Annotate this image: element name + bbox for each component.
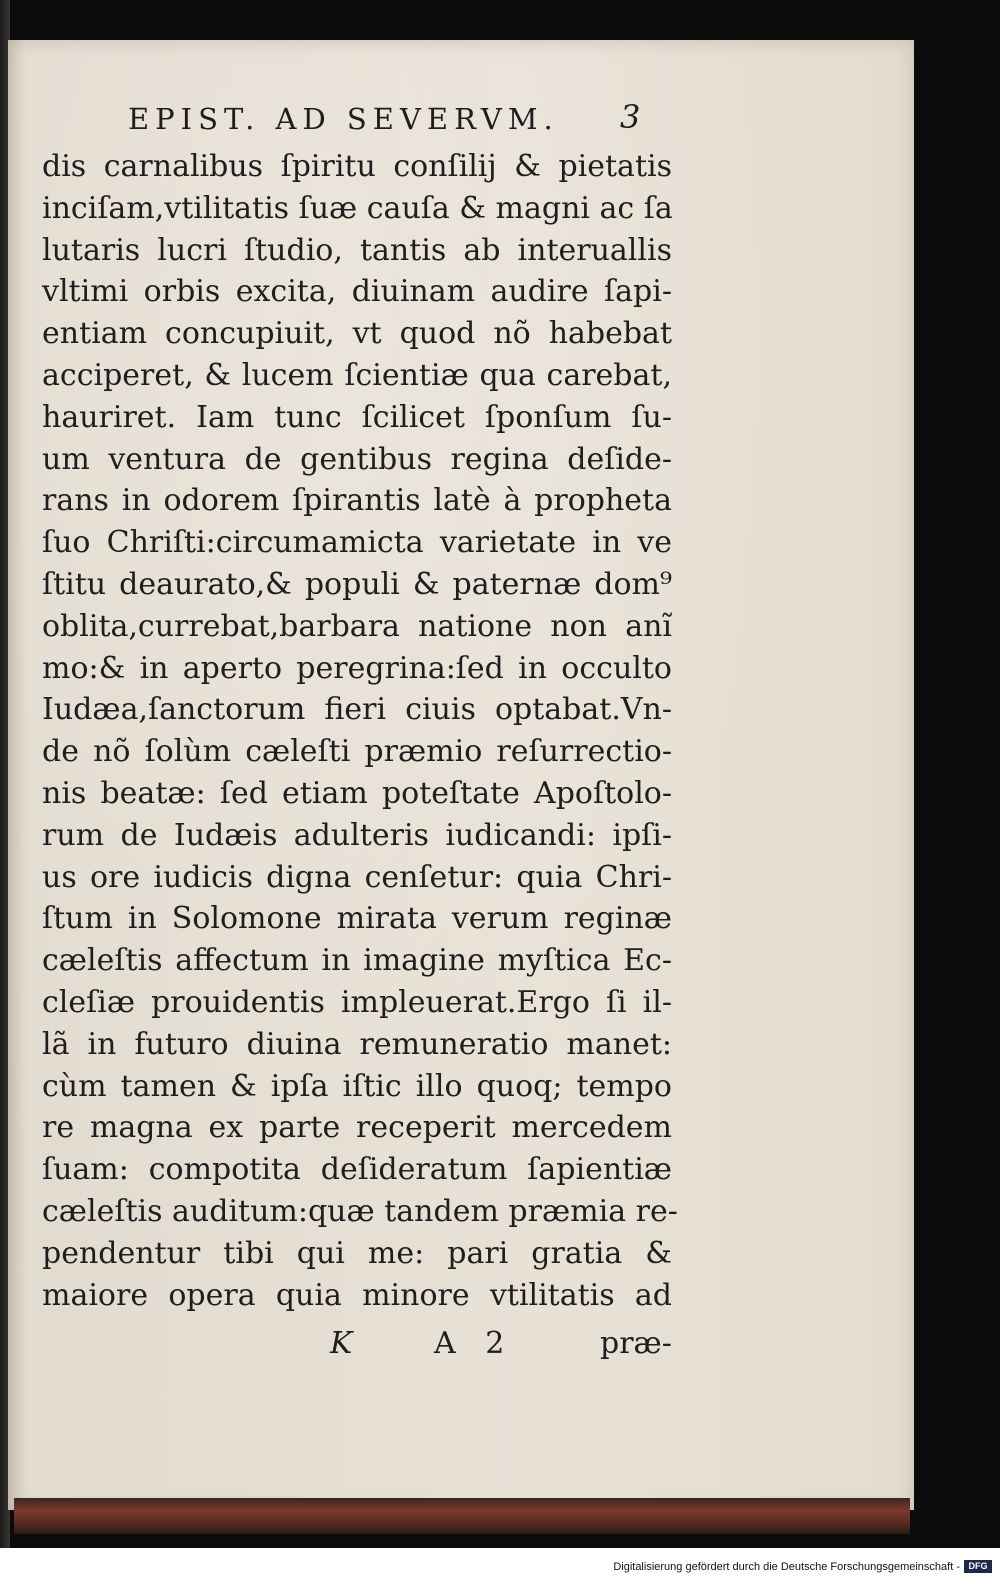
text-line: rans in odorem ſpirantis latè à propheta (42, 483, 672, 519)
footer-credit-text: Digitalisierung gefördert durch die Deutsche Forschungsgemeinschaft - (613, 1561, 960, 1573)
text-line: nis beatæ: ſed etiam poteſtate Apoſtolo- (42, 775, 672, 811)
dfg-logo: DFG (964, 1560, 992, 1573)
text-line: acciperet, & lucem ſcientiæ qua carebat, (42, 357, 672, 393)
text-line: cleſiæ prouidentis impleuerat.Ergo ſi il- (42, 984, 672, 1020)
text-line: entiam concupiuit, vt quod nõ habebat (42, 316, 672, 352)
signature-line (42, 1326, 682, 1376)
text-line: ſtitu deaurato,& populi & paternæ dom⁹ (42, 566, 672, 602)
signature-mark: A 2 (434, 1326, 515, 1362)
text-line: ſuam: compotita deſideratum ſapientiæ (42, 1152, 672, 1188)
text-body (42, 146, 682, 1316)
text-line: oblita,currebat,barbara natione non anĩ (42, 608, 672, 644)
text-line: us ore iudicis digna cenſetur: quia Chri- (42, 859, 672, 895)
text-line: dis carnalibus ſpiritu conſilij & pietatis (42, 149, 672, 184)
text-line: maiore opera quia minore vtilitatis ad (42, 1277, 672, 1313)
text-line: re magna ex parte receperit mercedem (42, 1110, 672, 1146)
book-page (8, 40, 914, 1510)
text-line: de nõ ſolùm cæleſti præmio reſurrectio- (42, 734, 672, 770)
text-line: lutaris lucri ſtudio, tantis ab interuallis (42, 232, 672, 268)
text-line: mo:& in aperto peregrina:ſed in occulto (42, 650, 672, 686)
text-line: rum de Iudæis adulteris iudicandi: ipſi- (42, 817, 672, 853)
text-line: Iudæa,ſanctorum fieri ciuis optabat.Vn- (42, 692, 672, 728)
page-fore-edge (14, 1498, 910, 1534)
handwritten-mark: K (330, 1326, 353, 1362)
text-line: ſtum in Solomone mirata verum reginæ (42, 901, 672, 937)
text-line: cæleſtis affectum in imagine myſtica Ec- (42, 943, 672, 979)
text-line: um ventura de gentibus regina deſide- (42, 441, 672, 477)
running-head (42, 98, 682, 142)
text-line: pendentur tibi qui me: pari gratia & (42, 1235, 672, 1271)
page-content (42, 98, 682, 1376)
text-line: hauriret. Iam tunc ſcilicet ſponſum ſu- (42, 399, 672, 435)
text-line: lã in futuro diuina remuneratio manet: (42, 1026, 672, 1062)
text-line: vltimi orbis excita, diuinam audire ſapi- (42, 274, 672, 310)
text-line: cùm tamen & ipſa iſtic illo quoq; tempo (42, 1068, 672, 1104)
text-line: ſuo Chriſti:circumamicta varietate in ve (42, 525, 672, 561)
catchword: præ- (600, 1326, 672, 1362)
text-line: cæleſtis auditum:quæ tandem præmia re- (42, 1193, 678, 1229)
footer-bar (0, 1548, 1000, 1584)
folio-number: 3 (620, 98, 641, 136)
text-line: inciſam,vtilitatis ſuæ cauſa & magni ac ſa (42, 190, 673, 226)
running-title: EPIST. AD SEVERVM. (128, 102, 559, 136)
